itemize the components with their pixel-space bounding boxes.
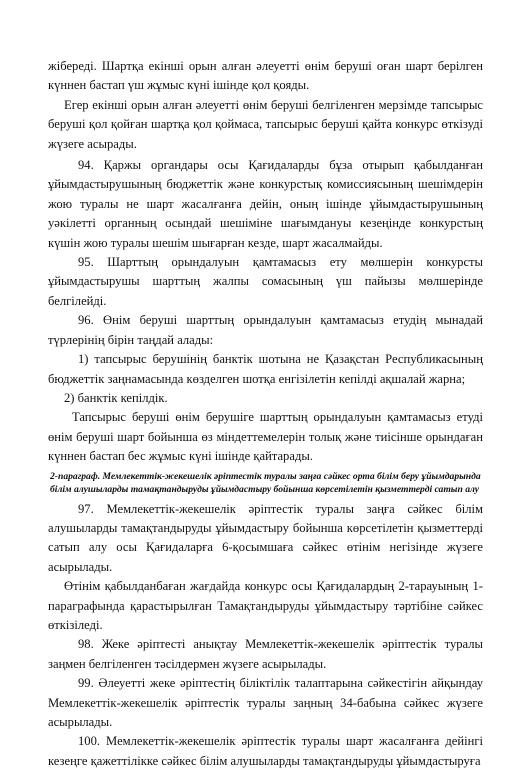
paragraph-continuation: жібереді. Шартқа екінші орын алған әлеуетті өнім беруші оған шарт берілген күннен бастап үш жұмыс күні ішінде қол қояды. <box>48 59 483 93</box>
paragraph-return: Тапсырыс беруші өнім берушіге шарттың орындалуын қамтамасыз етуді өнім беруші шарт бойынша өз міндеттемелерін толық және тиісінше орындаған күннен бастап бес жұмыс күні ішінде қайтарады. <box>48 410 483 464</box>
paragraph-99: 99. Әлеуетті жеке әріптестің біліктілік талаптарына сәйкестігін айқындау Мемлекеттік-жекешелік әріптестік туралы заңның 34-бабына сәйкес жүзеге асырылады. <box>48 676 483 729</box>
paragraph-second-place: Егер екінші орын алған әлеуетті өнім беруші белгіленген мерзімде тапсырыс беруші қол қойған шартқа қол қоймаса, тапсырыс беруші қайта конкурс өткізуді жүзеге асырады. <box>48 97 483 151</box>
paragraph-rejected-application: Өтінім қабылданбаған жағдайда конкурс осы Қағидалардың 2-тарауының 1-параграфында қарастырылған Тамақтандыруды ұйымдастыру тәртібіне сәйкес өткізіледі. <box>48 579 483 632</box>
paragraph-96: 96. Өнім беруші шарттың орындалуын қамтамасыз етудің мынадай түрлерінің бірін таңдай алады: <box>48 313 483 347</box>
paragraph-96-item-2: 2) банктік кепілдік. <box>64 390 168 405</box>
paragraph-95: 95. Шарттың орындалуын қамтамасыз ету мөлшерін конкурсты ұйымдастырушы шарттың жалпы сомасының үш пайызы мөлшерінде белгілейді. <box>48 255 483 308</box>
paragraph-96-item-1: 1) тапсырыс берушінің банктік шотына не Қазақстан Республикасының бюджеттік заңнамасында көзделген шотқа енгізілетін кепілді ақшалай жарна; <box>48 352 483 386</box>
paragraph-94: 94. Қаржы органдары осы Қағидаларды бұза отырып қабылданған ұйымдастырушының бюджеттік және конкурстық комиссиясының шешімдерін жою туралы не шарт жасалғанға дейін, оның ішінде ұйымдастырушының уәкілетті органның осындай шешіміне шағымдануы кезеңінде конкурстың күшін жою туралы шешім шығарған кезде, шарт жасалмайды. <box>48 158 483 250</box>
paragraph-100: 100. Мемлекеттік-жекешелік әріптестік туралы шарт жасалғанға дейінгі кезеңге қажеттілікке сәйкес білім алушыларды тамақтандыруды ұйымдастыруға <box>48 734 483 768</box>
paragraph-98: 98. Жеке әріптесті анықтау Мемлекеттік-жекешелік әріптестік туралы заңмен белгіленген тәсілдермен жүзеге асырылады. <box>48 637 483 671</box>
paragraph-97: 97. Мемлекеттік-жекешелік әріптестік туралы заңға сәйкес білім алушыларды тамақтандыруды ұйымдастыру бойынша көрсетілетін қызметтерді сатып алу осы Қағидаларға 6-қосымшаға сәйкес өтінім негізінде жүзеге асырылады. <box>48 501 483 574</box>
section-heading: 2-параграф. Мемлекеттік-жекешелік әріптестік туралы заңға сәйкес орта білім беру ұйымдарында білім алушыларды тамақтандыруды ұйымдастыру бойынша көрсетілетін қызметтерді сатып алу <box>50 470 481 495</box>
